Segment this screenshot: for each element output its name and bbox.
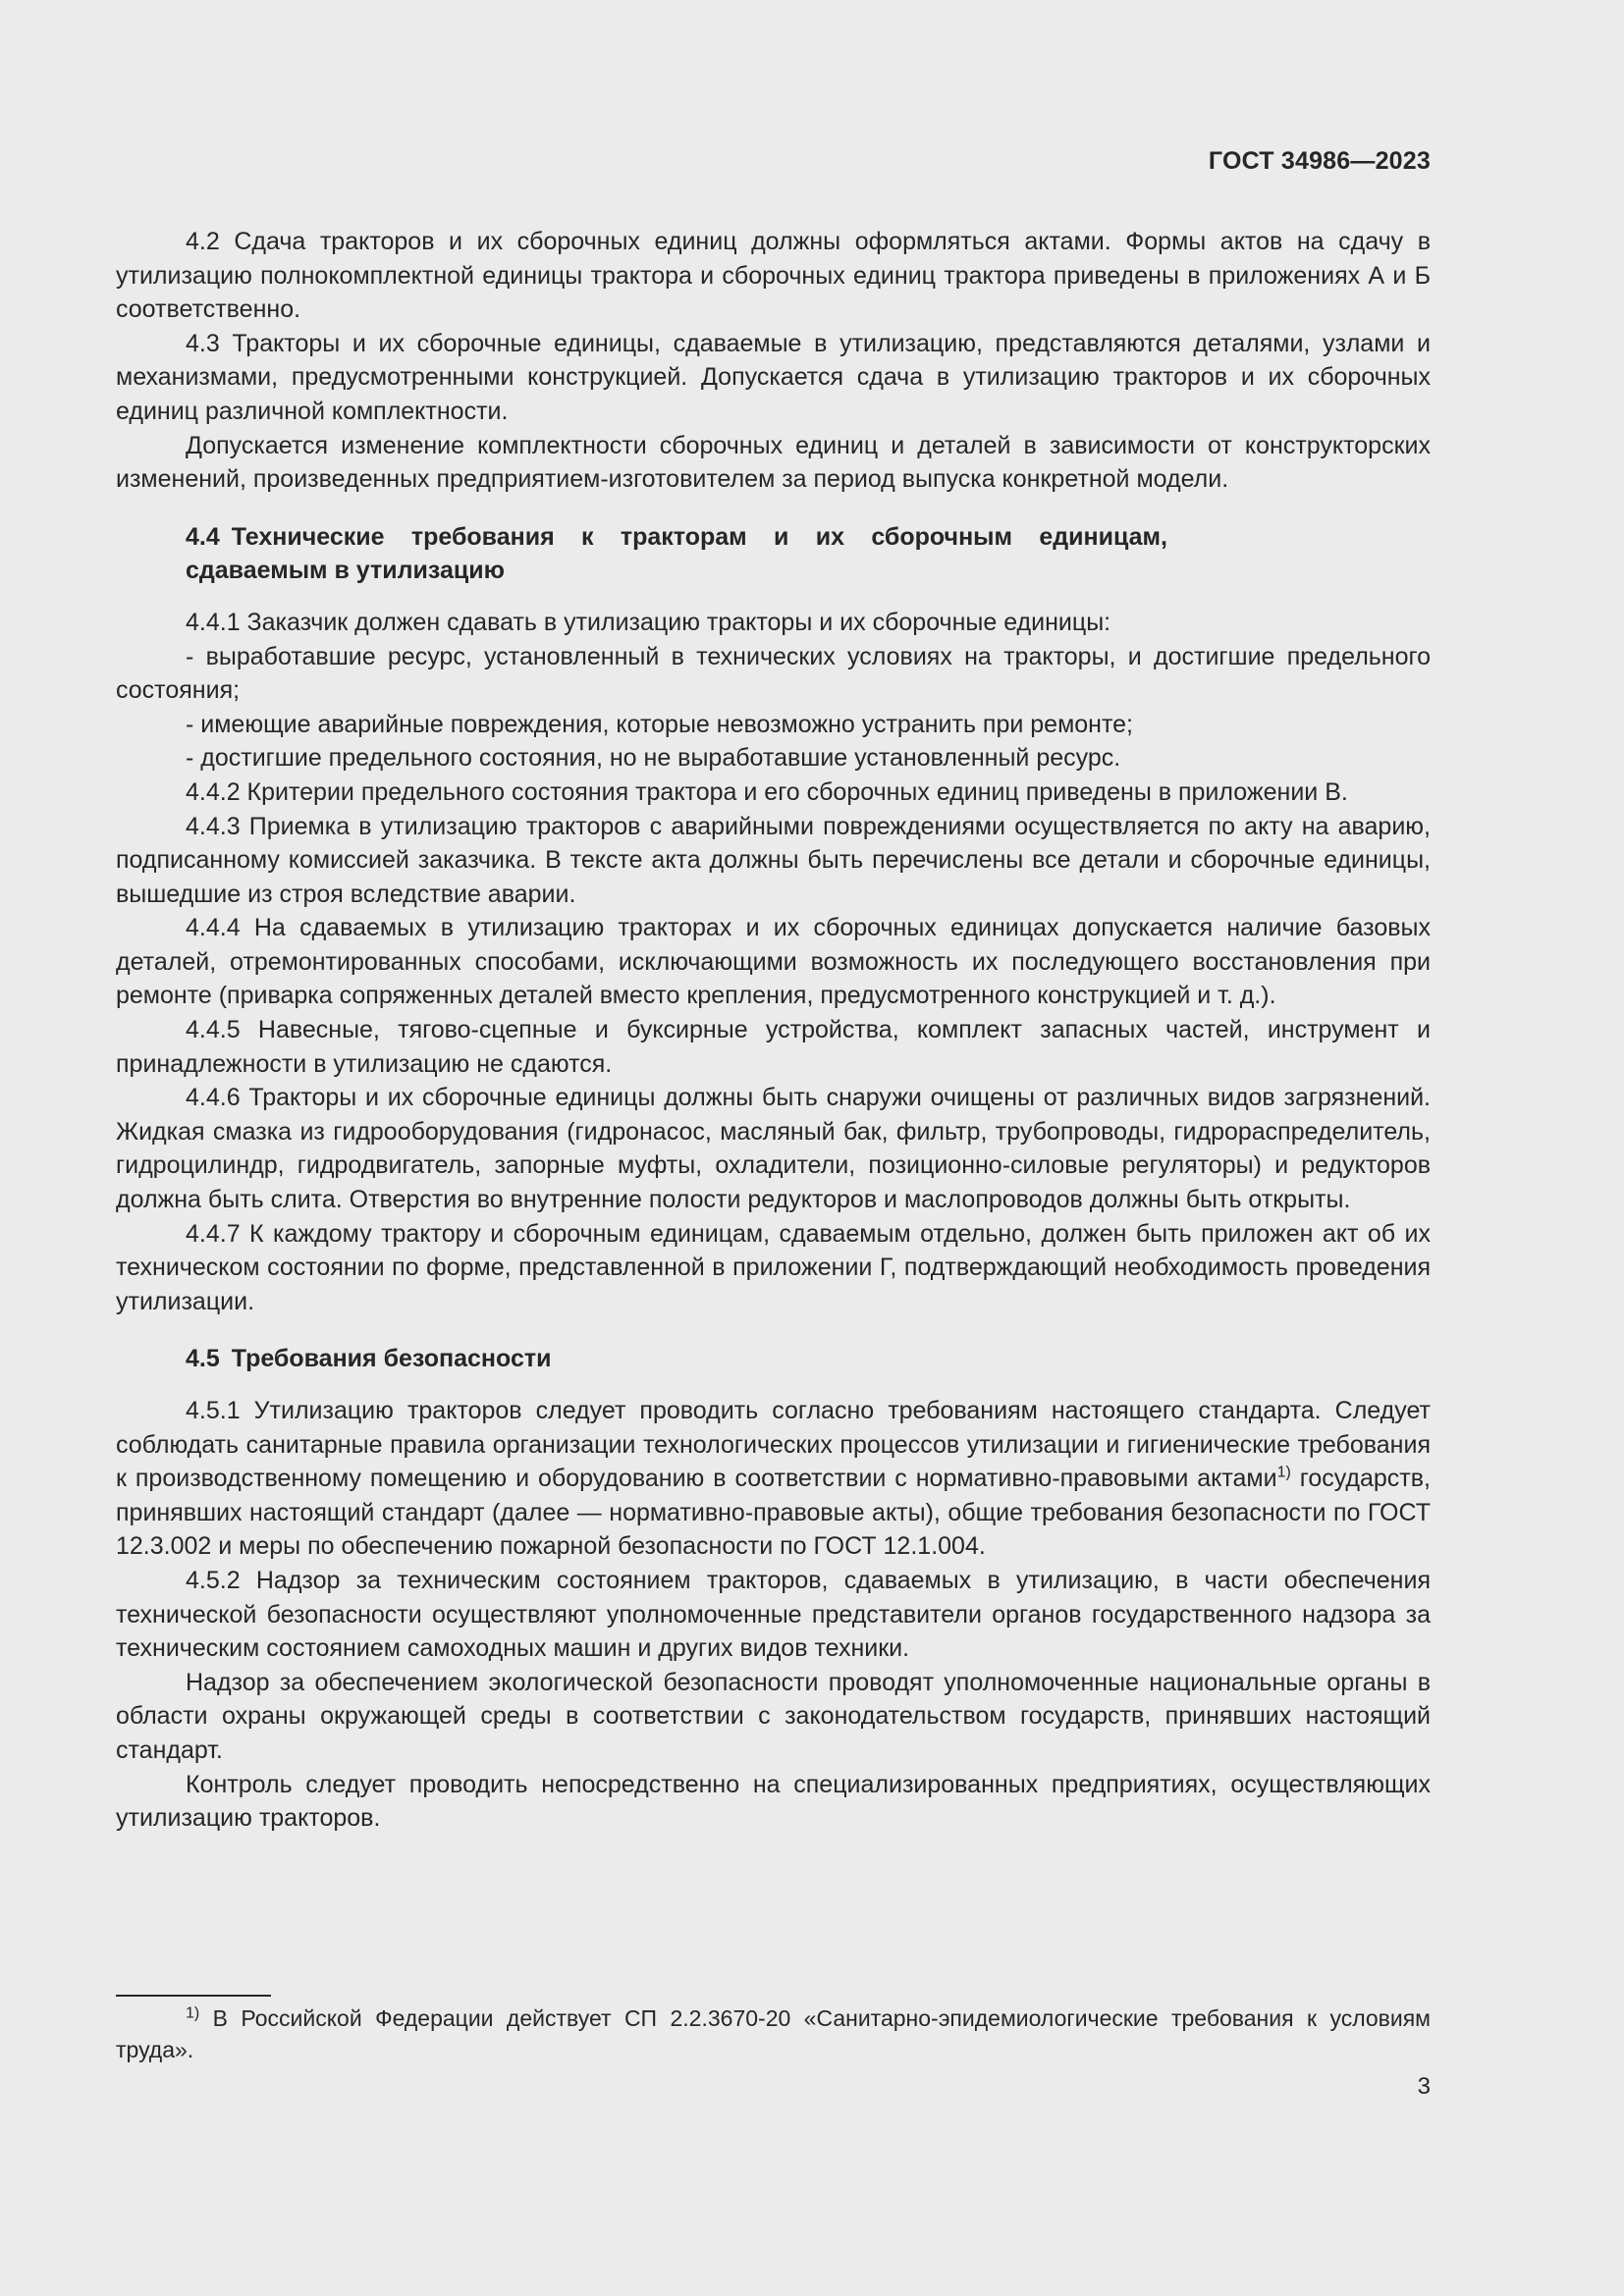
paragraph-4-5-1 [116,1394,1431,1564]
paragraph-4-3: 4.3 Тракторы и их сборочные единицы, сдаваемые в утилизацию, представляются деталями, узлами и механизмами, предусмотренными конструкцией. Допускается сдача в утилизацию тракторов и их сборочных единиц различной комплектности. [116,329,1431,425]
page-number: 3 [1417,2073,1431,2100]
paragraph-text: 4.5.1 Утилизацию тракторов следует проводить согласно требованиям настоящего стандарта. Следует соблюдать санитарные правила организации технологических процессов утилизации и гигиенические требования к производственному помещению и оборудованию в соответствии с нормативно-правовыми актами [116,1397,1431,1493]
paragraph-text: государств, принявших настоящий стандарт (далее — нормативно-правовые акты), общие требования безопасности по ГОСТ 12.3.002 и меры по обеспечению пожарной безопасности по ГОСТ 12.1.004. [116,1465,1431,1561]
list-item: - выработавшие ресурс, установленный в технических условиях на тракторы, и достигшие предельного состояния; [116,642,1431,705]
list-item: - достигшие предельного состояния, но не выработавшие установленный ресурс. [186,744,1121,773]
list-item: - имеющие аварийные повреждения, которые невозможно устранить при ремонте; [186,710,1133,738]
paragraph-4-2: 4.2 Сдача тракторов и их сборочных единиц должны оформляться актами. Формы актов на сдачу в утилизацию полнокомплектной единицы трактора и сборочных единиц трактора приведены в приложениях А и Б соответственно. [116,228,1431,324]
footnote-text: В Российской Федерации действует СП 2.2.3670-20 «Санитарно-эпидемиологические требования к условиям труда». [116,2005,1431,2062]
footnote [116,2002,1431,2065]
paragraph-4-4-4: 4.4.4 На сдаваемых в утилизацию тракторах и их сборочных единицах допускается наличие базовых деталей, отремонтированных способами, исключающими возможность их последующего восстановления при ремонте (приварка сопряженных деталей вместо крепления, предусмотренного конструкцией и т. д.). [116,914,1431,1010]
paragraph-4-5-2: 4.5.2 Надзор за техническим состоянием тракторов, сдаваемых в утилизацию, в части обеспечения технической безопасности осуществляют уполномоченные представители органов государственного надзора за техническим состоянием самоходных машин и других видов техники. [116,1566,1431,1663]
paragraph-4-4-2: 4.4.2 Критерии предельного состояния трактора и его сборочных единиц приведены в приложении В. [186,777,1348,806]
paragraph-4-4-7: 4.4.7 К каждому трактору и сборочным единицам, сдаваемым отдельно, должен быть приложен акт об их техническом состоянии по форме, представленной в приложении Г, подтверждающий необходимость проведения утилизации. [116,1219,1431,1315]
paragraph-4-4-5: 4.4.5 Навесные, тягово-сцепные и буксирные устройства, комплект запасных частей, инструмент и принадлежности в утилизацию не сдаются. [116,1016,1431,1078]
paragraph-4-4-1: 4.4.1 Заказчик должен сдавать в утилизацию тракторы и их сборочные единицы: [186,608,1111,636]
paragraph-4-5-2-continued: Надзор за обеспечением экологической безопасности проводят уполномоченные национальные органы в области охраны окружающей среды в соответствии с законодательством государств, принявших настоящий стандарт. [116,1668,1431,1764]
section-heading-4-4 [186,520,1167,588]
footnote-divider [116,1995,271,1997]
section-heading-4-5 [186,1342,1167,1376]
section-number: 4.5 [186,1345,220,1373]
paragraph-4-5-2-control: Контроль следует проводить непосредственно на специализированных предприятиях, осуществляющих утилизацию тракторов. [116,1770,1431,1833]
document-body [116,225,1431,1836]
paragraph-4-4-6: 4.4.6 Тракторы и их сборочные единицы должны быть снаружи очищены от различных видов загрязнений. Жидкая смазка из гидрооборудования (гидронасос, масляный бак, фильтр, трубопроводы, гидрораспределитель, гидроцилиндр, гидродвигатель, запорные муфты, охладители, позиционно-силовые регуляторы) и редукторов должна быть слита. Отверстия во внутренние полости редукторов и маслопроводов должны быть открыты. [116,1084,1431,1214]
section-title: Требования безопасности [231,1345,552,1373]
footnote-reference[interactable]: 1) [1276,1464,1291,1481]
footnote-mark: 1) [186,2004,200,2022]
section-title: Технические требования к тракторам и их сборочным единицам, сдаваемым в утилизацию [186,522,1167,585]
standard-code-header: ГОСТ 34986—2023 [1208,147,1431,175]
section-number: 4.4 [186,522,220,551]
paragraph-4-3-continued: Допускается изменение комплектности сборочных единиц и деталей в зависимости от конструкторских изменений, произведенных предприятием-изготовителем за период выпуска конкретной модели. [116,431,1431,494]
paragraph-4-4-3: 4.4.3 Приемка в утилизацию тракторов с аварийными повреждениями осуществляется по акту на аварию, подписанному комиссией заказчика. В тексте акта должны быть перечислены все детали и сборочные единицы, вышедшие из строя вследствие аварии. [116,812,1431,908]
